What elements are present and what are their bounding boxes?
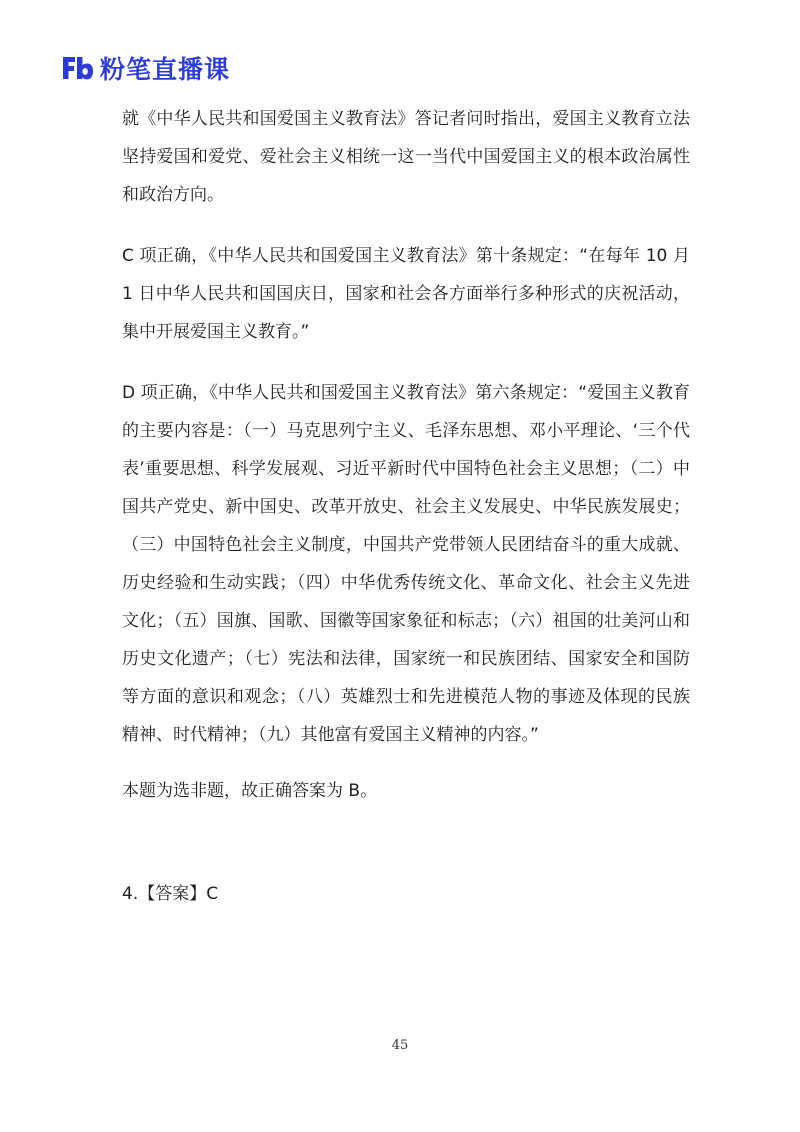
page-header — [60, 50, 230, 86]
paragraph-intro: 就《中华人民共和国爱国主义教育法》答记者问时指出，爱国主义教育立法坚持爱国和爱党、爱社会主义相统一这一当代中国爱国主义的根本政治属性和政治方向。 — [122, 109, 690, 205]
document-body — [122, 100, 690, 913]
fb-logo-icon — [60, 53, 94, 83]
paragraph-option-d: D 项正确，《中华人民共和国爱国主义教育法》第六条规定：“爱国主义教育的主要内容是：（一）马克思列宁主义、毛泽东思想、邓小平理论、‘三个代表’重要思想、科学发展观、习近平新时代中国特色社会主义思想；（二）中国共产党史、新中国史、改革开放史、社会主义发展史、中华民族发展史；（三）中国特色社会主义制度，中国共产党带领人民团结奋斗的重大成就、历史经验和生动实践；（四）中华优秀传统文化、革命文化、社会主义先进文化；（五）国旗、国歌、国徽等国家象征和标志；（六）祖国的壮美河山和历史文化遗产；（七）宪法和法律，国家统一和民族团结、国家安全和国防等方面的意识和观念；（八）英雄烈士和先进模范人物的事迹及体现的民族精神、时代精神；（九）其他富有爱国主义精神的内容。” — [122, 383, 690, 745]
brand-name: 粉笔直播课 — [100, 55, 231, 84]
conclusion-text: 本题为选非题，故正确答案为 B。 — [122, 781, 378, 801]
answer-heading: 4.【答案】C — [122, 884, 219, 904]
page-number: 45 — [391, 1038, 409, 1053]
paragraph-option-c: C 项正确，《中华人民共和国爱国主义教育法》第十条规定：“在每年 10 月 1 日中华人民共和国国庆日，国家和社会各方面举行多种形式的庆祝活动，集中开展爱国主义教育。” — [122, 246, 690, 342]
